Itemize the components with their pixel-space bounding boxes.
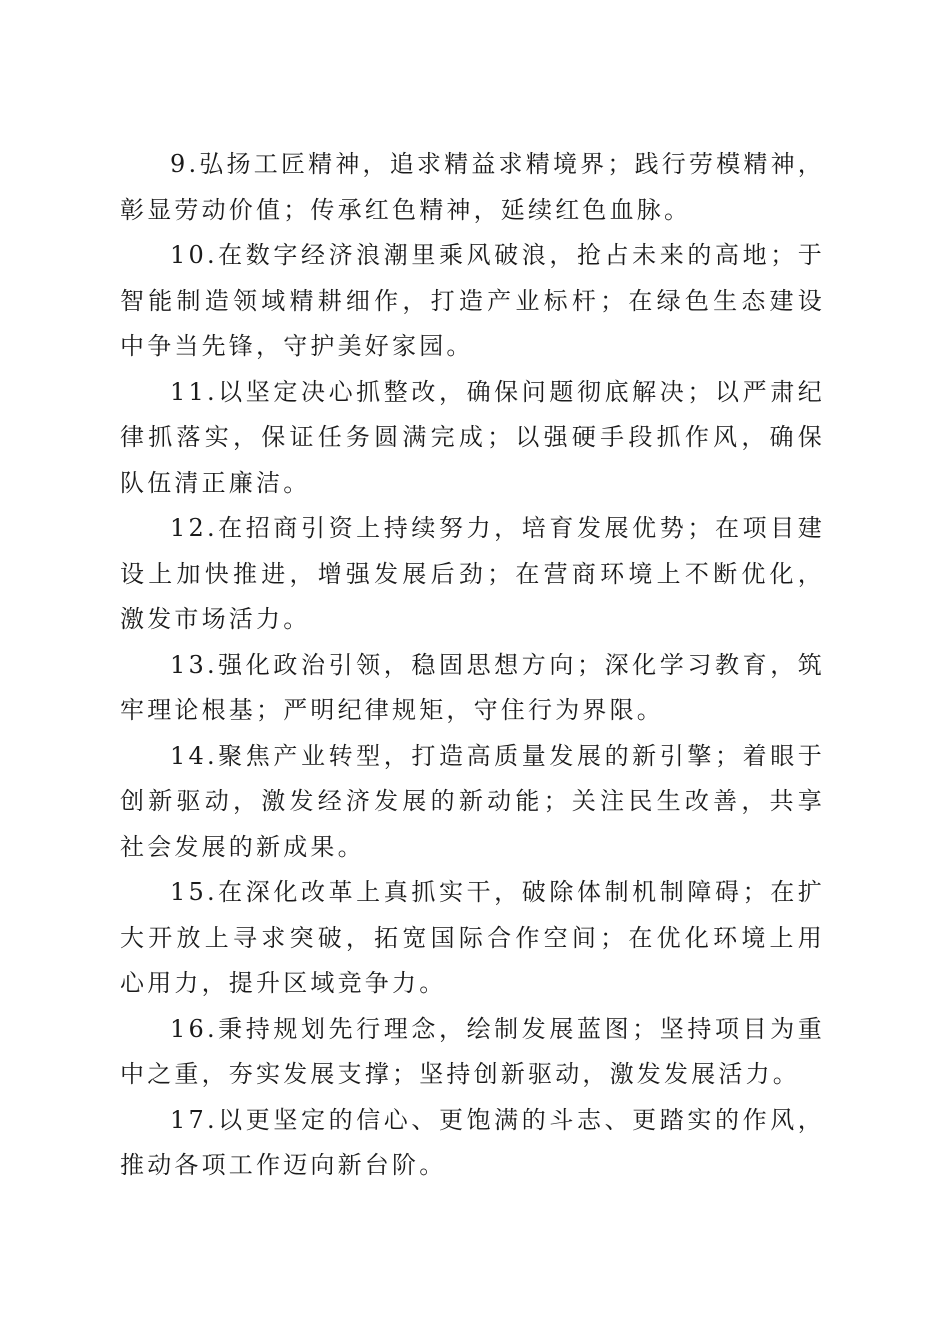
paragraph-9: 9.弘扬工匠精神，追求精益求精境界；践行劳模精神，彰显劳动价值；传承红色精神，延续红色血脉。 — [120, 150, 825, 224]
paragraph-17: 17.以更坚定的信心、更饱满的斗志、更踏实的作风，推动各项工作迈向新台阶。 — [120, 1105, 825, 1179]
paragraph-10: 10.在数字经济浪潮里乘风破浪，抢占未来的高地；于智能制造领域精耕细作，打造产业标杆；在绿色生态建设中争当先锋，守护美好家园。 — [120, 241, 825, 360]
paragraph-12: 12.在招商引资上持续努力，培育发展优势；在项目建设上加快推进，增强发展后劲；在营商环境上不断优化，激发市场活力。 — [120, 514, 825, 633]
paragraph-13: 13.强化政治引领，稳固思想方向；深化学习教育，筑牢理论根基；严明纪律规矩，守住行为界限。 — [120, 650, 825, 724]
paragraph-11: 11.以坚定决心抓整改，确保问题彻底解决；以严肃纪律抓落实，保证任务圆满完成；以强硬手段抓作风，确保队伍清正廉洁。 — [120, 377, 825, 497]
paragraph-15: 15.在深化改革上真抓实干，破除体制机制障碍；在扩大开放上寻求突破，拓宽国际合作空间；在优化环境上用心用力，提升区域竞争力。 — [120, 878, 825, 997]
document-body — [120, 142, 825, 1189]
paragraph-16: 16.秉持规划先行理念，绘制发展蓝图；坚持项目为重中之重，夯实发展支撑；坚持创新驱动，激发发展活力。 — [120, 1014, 825, 1088]
paragraph-14: 14.聚焦产业转型，打造高质量发展的新引擎；着眼于创新驱动，激发经济发展的新动能；关注民生改善，共享社会发展的新成果。 — [120, 741, 825, 861]
